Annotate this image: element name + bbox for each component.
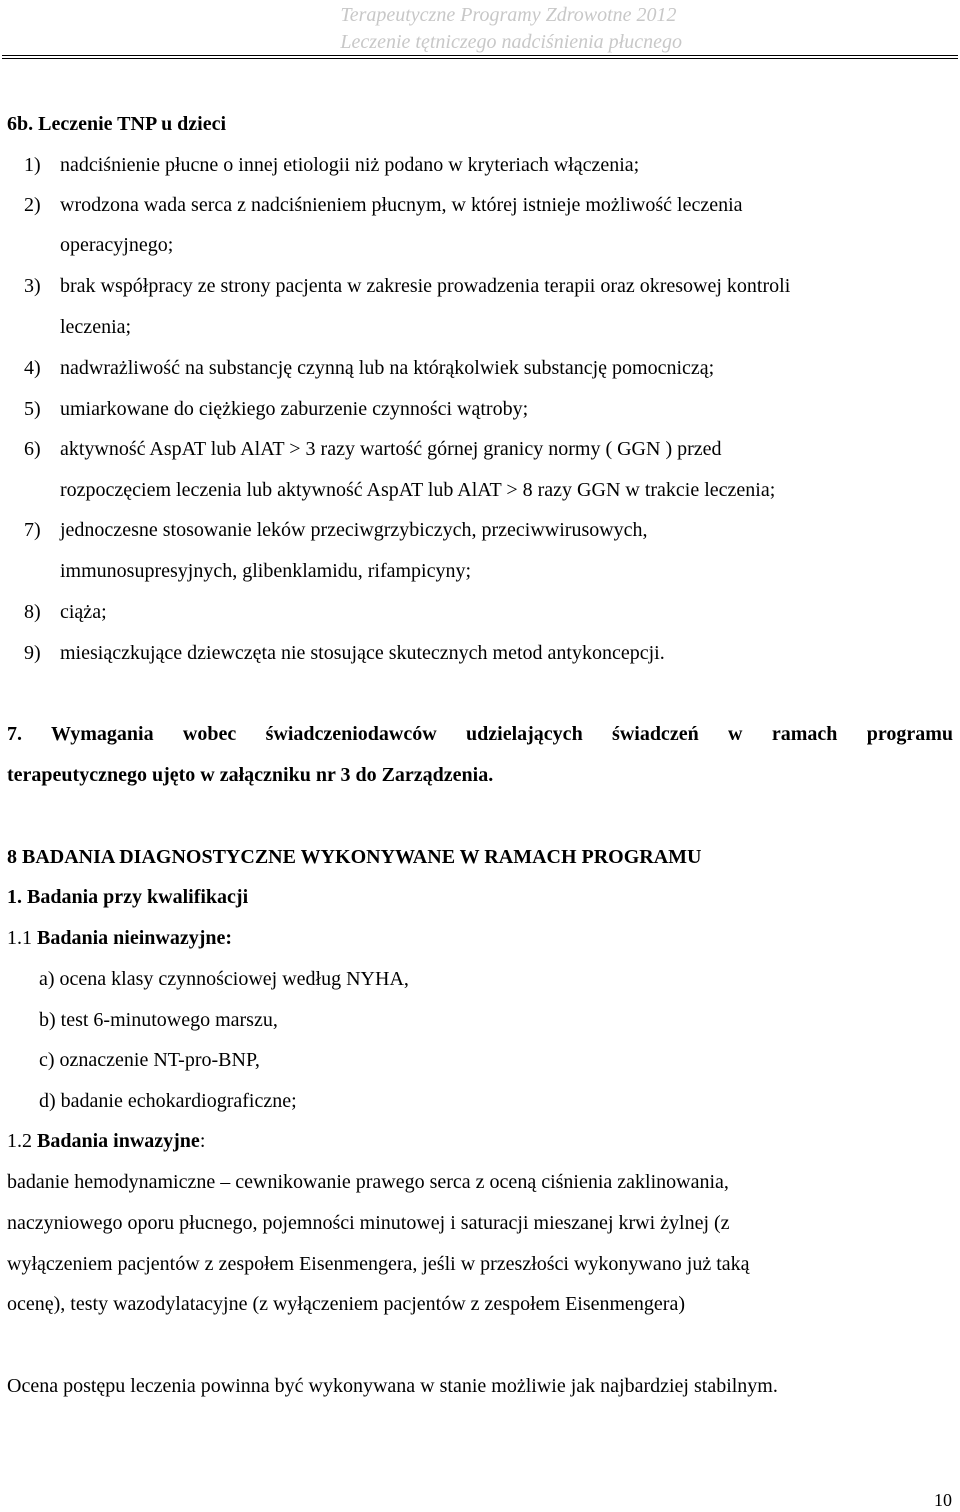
subsection-label: Badania nieinwazyjne:: [37, 927, 233, 949]
section-6b-title: 6b. Leczenie TNP u dzieci: [7, 113, 227, 135]
item-text: leczenia;: [60, 316, 132, 338]
page-number: 10: [934, 1490, 952, 1510]
item-number: 7): [24, 519, 41, 541]
test-item: c) oznaczenie NT-pro-BNP,: [39, 1049, 260, 1071]
subsection-label: Badania inwazyjne: [37, 1130, 200, 1152]
section-7-line-1: 7. Wymagania wobec świadczeniodawców udzielających świadczeń w ramach programu: [7, 723, 953, 745]
item-text: jednoczesne stosowanie leków przeciwgrzybiczych, przeciwwirusowych,: [60, 519, 648, 541]
test-item: a) ocena klasy czynnościowej według NYHA,: [39, 968, 409, 990]
item-number: 6): [24, 438, 41, 460]
invasive-text-line: naczyniowego oporu płucnego, pojemności minutowej i saturacji mieszanej krwi żylnej (z: [7, 1212, 730, 1234]
item-text: aktywność AspAT lub AlAT > 3 razy wartość górnej granicy normy ( GGN ) przed: [60, 438, 722, 460]
subsection-1-2-title: [7, 1129, 205, 1153]
section-8-title: 8 BADANIA DIAGNOSTYCZNE WYKONYWANE W RAMACH PROGRAMU: [7, 846, 702, 868]
item-text: umiarkowane do ciężkiego zaburzenie czynności wątroby;: [60, 398, 529, 420]
invasive-text-line: ocenę), testy wazodylatacyjne (z wyłączeniem pacjentów z zespołem Eisenmengera): [7, 1293, 686, 1315]
subsection-colon: :: [199, 1130, 206, 1152]
test-item: d) badanie echokardiograficzne;: [39, 1090, 297, 1112]
item-text: brak współpracy ze strony pacjenta w zakresie prowadzenia terapii oraz okresowej kontroli: [60, 275, 791, 297]
item-number: 9): [24, 642, 41, 664]
item-number: 3): [24, 275, 41, 297]
header-line-2: Leczenie tętniczego nadciśnienia płucnego: [340, 31, 682, 53]
subsection-1-title: 1. Badania przy kwalifikacji: [7, 886, 249, 908]
header-line-1: Terapeutyczne Programy Zdrowotne 2012: [340, 4, 677, 26]
invasive-text-line: wyłączeniem pacjentów z zespołem Eisenmengera, jeśli w przeszłości wykonywano już taką: [7, 1253, 750, 1275]
item-number: 2): [24, 194, 41, 216]
header-rule-2: [2, 58, 958, 59]
item-number: 8): [24, 601, 41, 623]
final-paragraph: Ocena postępu leczenia powinna być wykonywana w stanie możliwie jak najbardziej stabilnym.: [7, 1375, 778, 1397]
item-text: rozpoczęciem leczenia lub aktywność AspAT lub AlAT > 8 razy GGN w trakcie leczenia;: [60, 479, 776, 501]
item-number: 5): [24, 398, 41, 420]
header-rule: [2, 55, 958, 56]
item-text: ciąża;: [60, 601, 107, 623]
item-number: 4): [24, 357, 41, 379]
item-text: miesiączkujące dziewczęta nie stosujące skutecznych metod antykoncepcji.: [60, 642, 665, 664]
running-header: [340, 2, 682, 56]
item-text: nadwrażliwość na substancję czynną lub na którąkolwiek substancję pomocniczą;: [60, 357, 715, 379]
item-text: wrodzona wada serca z nadciśnieniem płucnym, w której istnieje możliwość leczenia: [60, 194, 743, 216]
item-text: operacyjnego;: [60, 234, 174, 256]
subsection-number: 1.2: [7, 1130, 32, 1152]
item-text: nadciśnienie płucne o innej etiologii niż podano w kryteriach włączenia;: [60, 154, 640, 176]
item-text: immunosupresyjnych, glibenklamidu, rifampicyny;: [60, 560, 472, 582]
subsection-number: 1.1: [7, 927, 32, 949]
subsection-1-1-title: [7, 926, 232, 950]
item-number: 1): [24, 154, 41, 176]
section-7-line-2: terapeutycznego ujęto w załączniku nr 3 do Zarządzenia.: [7, 764, 494, 786]
test-item: b) test 6-minutowego marszu,: [39, 1009, 278, 1031]
invasive-text-line: badanie hemodynamiczne – cewnikowanie prawego serca z oceną ciśnienia zaklinowania,: [7, 1171, 729, 1193]
